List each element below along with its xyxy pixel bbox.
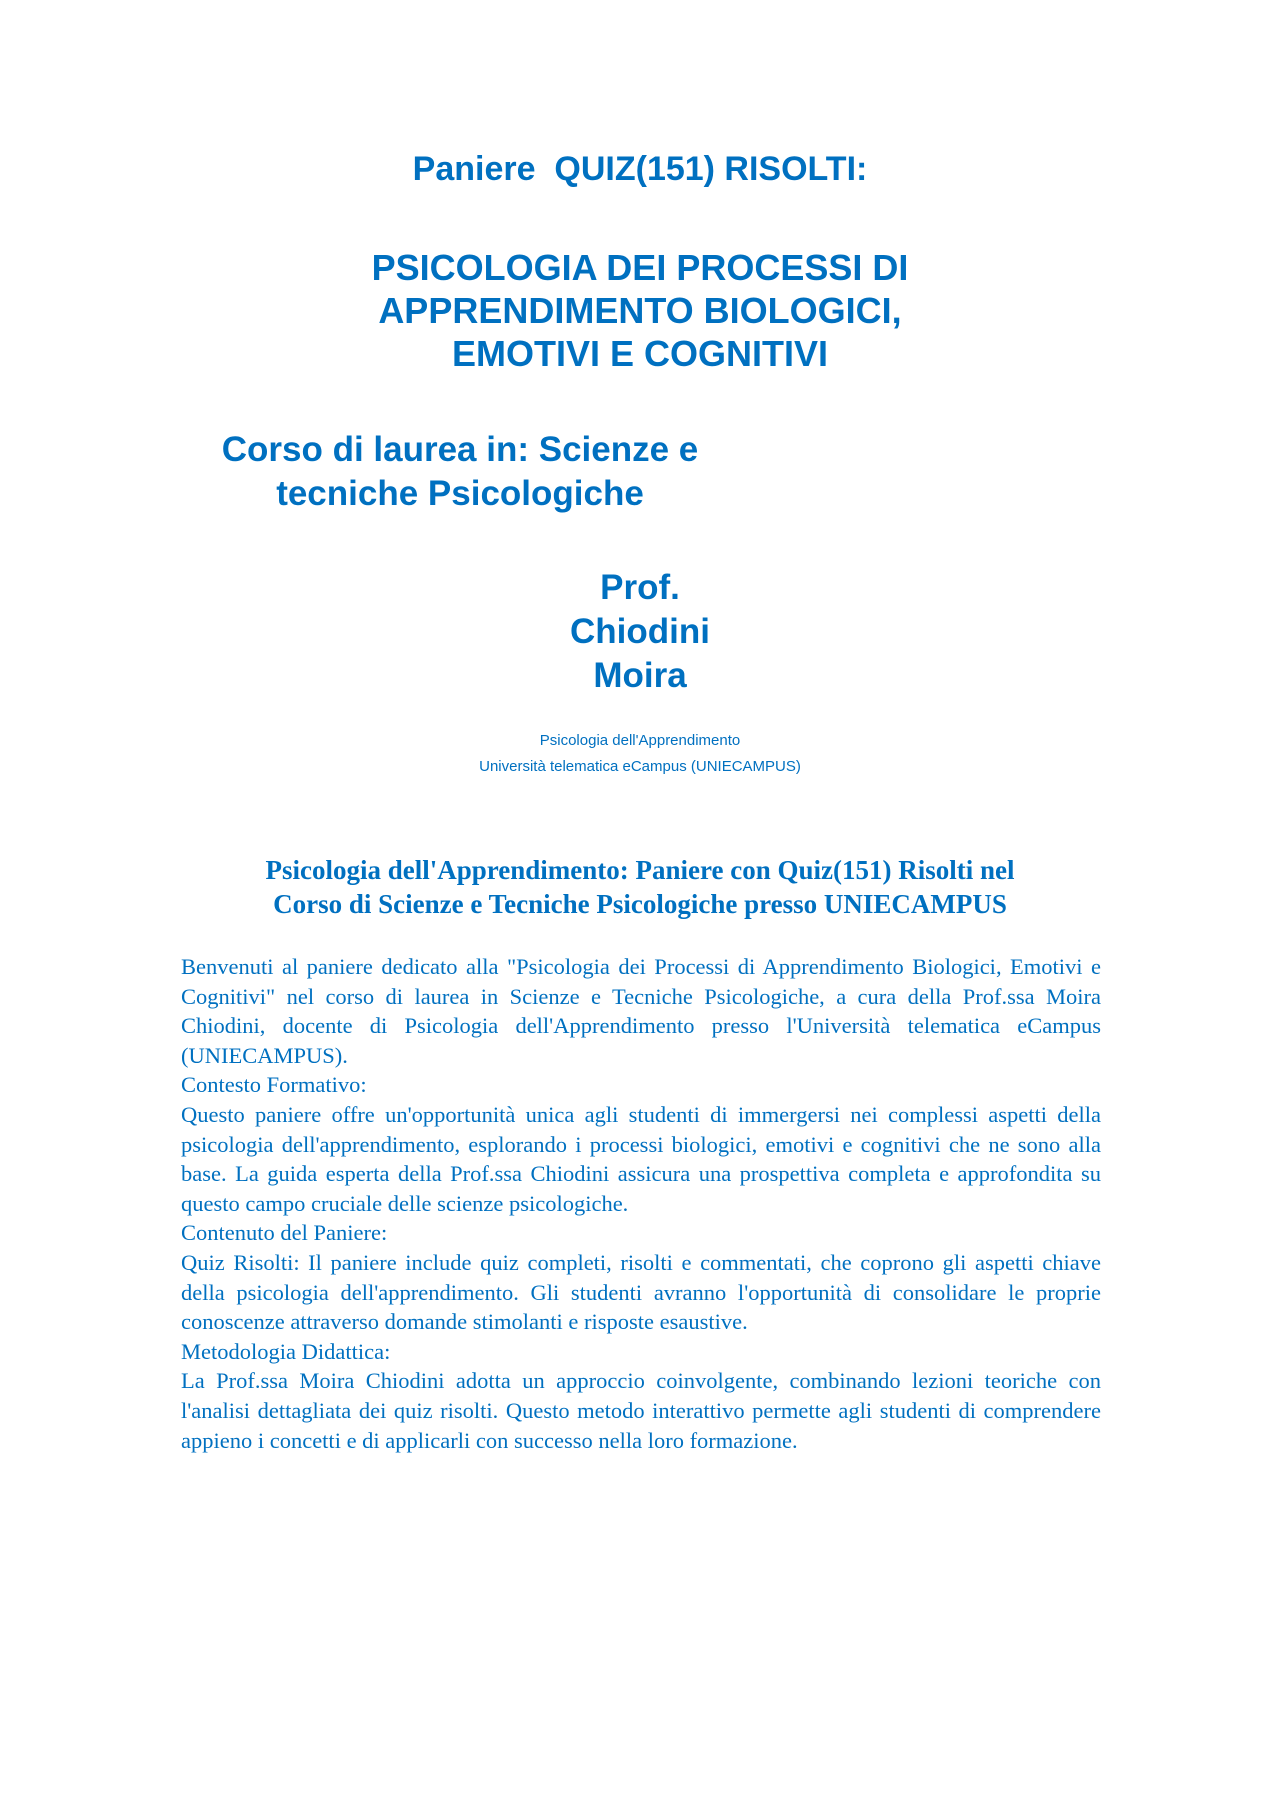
document-heading bbox=[180, 853, 1100, 921]
contesto-paragraph: Questo paniere offre un'opportunità unica agli studenti di immergersi nei complessi aspetti della psicologia dell'apprendimento, esplorando i processi biologici, emotivi e cognitivi che ne sono alla base. La guida esperta della Prof.ssa Chiodini assicura una prospettiva completa e approfondita su questo campo cruciale delle scienze psicologiche. bbox=[181, 1101, 1101, 1216]
subject-line: EMOTIVI E COGNITIVI bbox=[451, 333, 829, 374]
professor-line: Chiodini bbox=[570, 612, 710, 651]
document-body bbox=[181, 952, 1101, 1455]
professor-line: Prof. bbox=[600, 568, 680, 607]
professor-name bbox=[540, 566, 740, 698]
intro-paragraph: Benvenuti al paniere dedicato alla "Psicologia dei Processi di Apprendimento Biologici, Emotivi e Cognitivi" nel corso di laurea in Scienze e Tecniche Psicologiche, a cura della Prof.ssa Moira Chiodini, docente di Psicologia dell'Apprendimento presso l'Università telematica eCampus (UNIECAMPUS). bbox=[181, 954, 1101, 1068]
professor-line: Moira bbox=[593, 656, 687, 695]
degree-course bbox=[160, 428, 760, 516]
section-label-contenuto: Contenuto del Paniere: bbox=[181, 1220, 388, 1246]
metodologia-paragraph: La Prof.ssa Moira Chiodini adotta un approccio coinvolgente, combinando lezioni teoriche con l'analisi dettagliata dei quiz risolti. Questo metodo interattivo permette agli studenti di comprendere appieno i concetti e di applicarli con successo nella loro formazione. bbox=[181, 1368, 1101, 1453]
affiliation-university: Università telematica eCampus (UNIECAMPUS) bbox=[479, 758, 801, 775]
cover-title: Paniere QUIZ(151) RISOLTI: bbox=[412, 150, 868, 188]
heading-line: Corso di Scienze e Tecniche Psicologiche presso UNIECAMPUS bbox=[273, 889, 1007, 919]
section-label-contesto: Contesto Formativo: bbox=[181, 1072, 367, 1098]
course-subject-title bbox=[330, 246, 950, 375]
degree-line: tecniche Psicologiche bbox=[276, 474, 644, 513]
affiliation bbox=[0, 728, 1280, 780]
degree-line: Corso di laurea in: Scienze e bbox=[221, 430, 699, 469]
subject-line: PSICOLOGIA DEI PROCESSI DI bbox=[371, 247, 909, 288]
contenuto-paragraph: Quiz Risolti: Il paniere include quiz completi, risolti e commentati, che coprono gli aspetti chiave della psicologia dell'apprendimento. Gli studenti avranno l'opportunità di consolidare le proprie conoscenze attraverso domande stimolanti e risposte esaustive. bbox=[181, 1249, 1101, 1335]
affiliation-subject: Psicologia dell'Apprendimento bbox=[539, 732, 741, 749]
subject-line: APPRENDIMENTO BIOLOGICI, bbox=[378, 290, 902, 331]
heading-line: Psicologia dell'Apprendimento: Paniere con Quiz(151) Risolti nel bbox=[265, 855, 1015, 885]
section-label-metodologia: Metodologia Didattica: bbox=[181, 1338, 391, 1364]
